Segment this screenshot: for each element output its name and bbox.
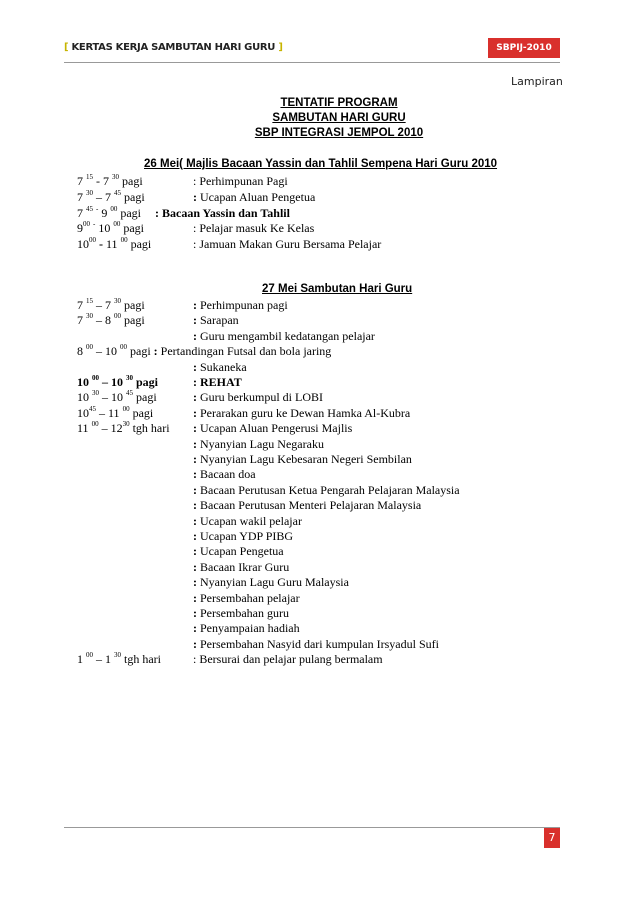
header-divider (64, 62, 560, 63)
schedule-activity: : Bacaan Ikrar Guru (193, 559, 290, 574)
section-1-heading: 26 Mei( Majlis Bacaan Yassin dan Tahlil Sempena Hari Guru 2010 (144, 158, 498, 170)
schedule-time: $10^{45} - 11$ $^{00}$ pagi (77, 404, 154, 420)
schedule-time: 7 $^{15}$ – 7 $^{30}$ pagi (77, 297, 145, 312)
schedule-activity: : Nyanyian Lagu Negaraku (193, 436, 324, 451)
title-line-1: TENTATIF PROGRAM (280, 97, 398, 109)
schedule-activity: : Sukaneka (193, 359, 247, 374)
schedule-activity: : Guru mengambil kedatangan pelajar (193, 328, 375, 343)
schedule-time: 10 $^{00}$ – 10 $^{30}$ pagi (77, 374, 159, 389)
schedule-time: 10 $^{30}$ – 10 $^{45}$ pagi (77, 389, 157, 405)
schedule-time: 1 $^{00}$ – 1 $^{30}$ tgh hari (77, 651, 161, 667)
schedule-activity: : Guru berkumpul di LOBI (193, 390, 323, 405)
schedule-activity: : Persembahan Nasyid dari kumpulan Irsyadul Sufi (193, 636, 439, 651)
schedule-activity: : Bacaan doa (193, 467, 256, 482)
schedule-time: $10^{00} - 11$ $^{00}$ pagi (77, 236, 152, 252)
schedule-time: 7 $^{15}$ - 7 $^{30}$ pagi (77, 173, 143, 188)
title-line-2: SAMBUTAN HARI GURU (272, 112, 406, 124)
schedule-time: 7 $^{30}$ – 8 $^{00}$ pagi (77, 312, 145, 328)
title-line-3: SBP INTEGRASI JEMPOL 2010 (254, 127, 424, 139)
schedule-activity: : Bersurai dan pelajar pulang bermalam (193, 652, 383, 667)
schedule-activity: : Nyanyian Lagu Guru Malaysia (193, 575, 349, 590)
schedule-time: $9^{00}$ - 10 $^{00}$ pagi (77, 220, 145, 236)
schedule-activity: : Sarapan (193, 313, 239, 328)
header-bracket-close: ] (278, 42, 283, 53)
schedule-activity: : Ucapan Aluan Pengetua (193, 189, 316, 204)
schedule-activity: : Persembahan guru (193, 606, 289, 620)
running-header (64, 42, 283, 53)
schedule-activity: : Bacaan Perutusan Menteri Pelajaran Malaysia (193, 498, 422, 513)
schedule-activity: : Ucapan Pengetua (193, 544, 284, 559)
section-2-heading: 27 Mei Sambutan Hari Guru (262, 283, 413, 295)
schedule-activity: : Persembahan pelajar (193, 590, 300, 605)
schedule-activity: : Jamuan Makan Guru Bersama Pelajar (193, 237, 382, 252)
schedule-activity: : Ucapan wakil pelajar (193, 513, 302, 528)
footer-divider (64, 827, 560, 828)
schedule-time: 7 $^{45}$ - 9 $^{00}$ pagi (77, 204, 142, 220)
schedule-time: 11 $^{00} - 12^{30}$ tgh hari (77, 420, 170, 436)
header-badge: SBPIJ-2010 (488, 38, 560, 58)
schedule-activity: : Nyanyian Lagu Kebesaran Negeri Sembilan (193, 452, 412, 466)
schedule-activity: : Bacaan Perutusan Ketua Pengarah Pelajaran Malaysia (193, 482, 460, 497)
schedule-activity: : Perhimpunan pagi (193, 298, 288, 312)
schedule-activity: : Pelajar masuk Ke Kelas (193, 221, 315, 236)
schedule-activity: : Ucapan YDP PIBG (193, 529, 294, 543)
header-bracket-open: [ (64, 42, 69, 53)
schedule-activity: : REHAT (193, 375, 242, 389)
lampiran-label: Lampiran (511, 75, 563, 88)
schedule-time: 7 $^{30}$ – 7 $^{45}$ pagi (77, 188, 145, 204)
schedule-activity: : Ucapan Aluan Pengerusi Majlis (193, 421, 353, 436)
schedule-activity: : Bacaan Yassin dan Tahlil (155, 205, 290, 220)
schedule-activity: : Perhimpunan Pagi (193, 174, 288, 188)
schedule-activity: : Perarakan guru ke Dewan Hamka Al-Kubra (193, 405, 411, 420)
header-title: KERTAS KERJA SAMBUTAN HARI GURU (71, 42, 276, 53)
schedule-time: 8 $^{00}$ – 10 $^{00}$ pagi : Pertandingan Futsal dan bola jaring (77, 343, 332, 359)
schedule-activity: : Penyampaian hadiah (193, 621, 300, 636)
page-number: 7 (544, 828, 560, 848)
